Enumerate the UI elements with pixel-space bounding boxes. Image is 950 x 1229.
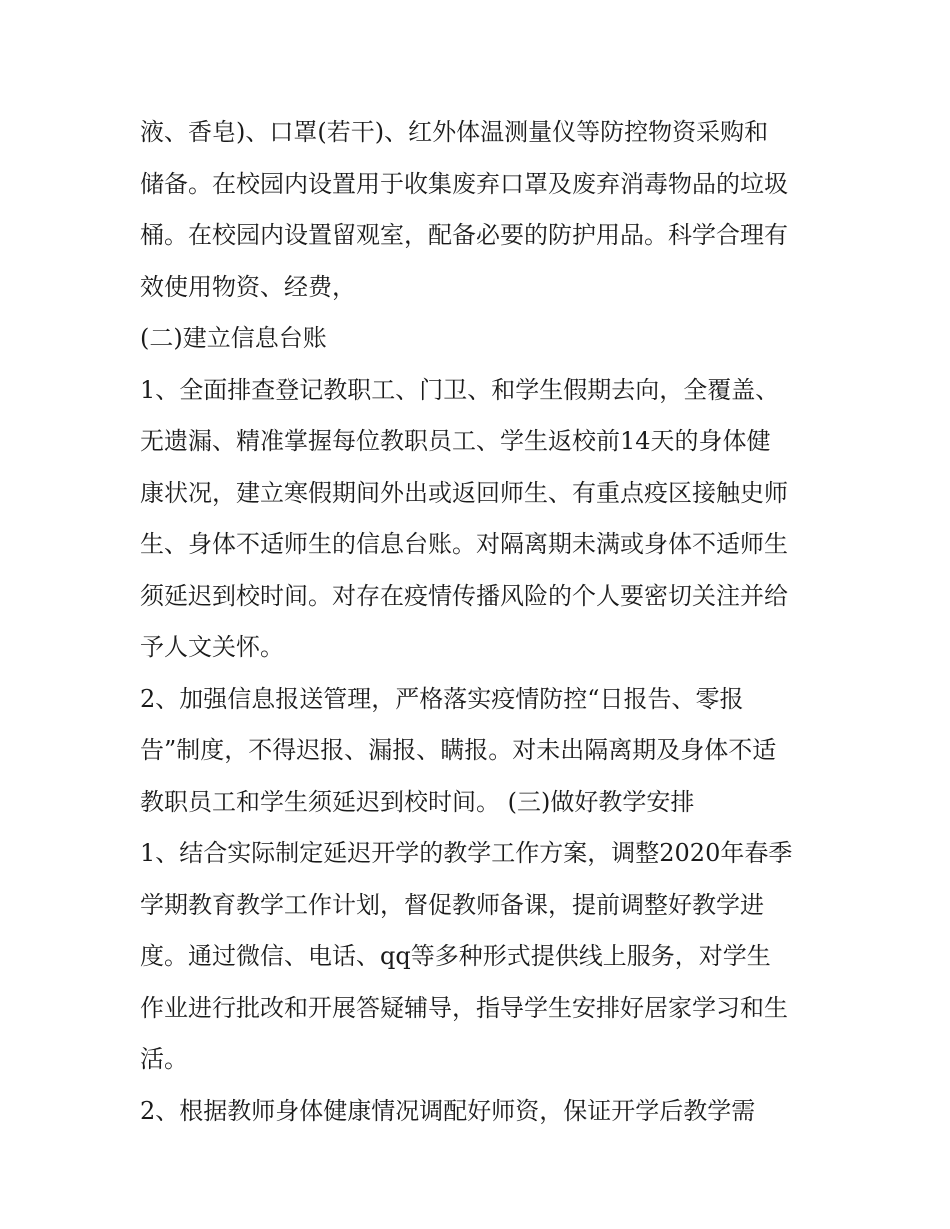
text-line: 效使用物资、经费， bbox=[140, 272, 356, 301]
text-line: 学期教育教学工作计划，督促教师备课，提前调整好教学进 bbox=[140, 890, 764, 919]
document-body bbox=[140, 107, 820, 1137]
text-line: 告”制度，不得迟报、漏报、瞒报。对未出隔离期及身体不适 bbox=[140, 736, 777, 764]
text-line: 桶。在校园内设置留观室，配备必要的防护用品。科学合理有 bbox=[140, 221, 788, 249]
text-line: 液、香皂)、口罩(若干)、红外体温测量仪等防控物资采购和 bbox=[140, 118, 769, 146]
text-line: 予人文关怀。 bbox=[140, 633, 284, 661]
text-line: 作业进行批改和开展答疑辅导，指导学生安排好居家学习和生 bbox=[140, 993, 788, 1022]
text-line: 康状况，建立寒假期间外出或返回师生、有重点疫区接触史师 bbox=[140, 478, 788, 507]
text-line: 须延迟到校时间。对存在疫情传播风险的个人要密切关注并给 bbox=[140, 581, 788, 610]
text-line: 活。 bbox=[140, 1045, 188, 1073]
text-line: 2、加强信息报送管理，严格落实疫情防控“日报告、零报 bbox=[140, 684, 744, 713]
text-line: 无遗漏、精准掌握每位教职员工、学生返校前14天的身体健 bbox=[140, 427, 771, 455]
section-heading: (二)建立信息台账 bbox=[140, 324, 327, 352]
text-line: 2、根据教师身体健康情况调配好师资，保证开学后教学需 bbox=[140, 1096, 756, 1125]
text-line: 度。通过微信、电话、qq等多种形式提供线上服务，对学生 bbox=[140, 942, 771, 970]
text-line: 1、全面排查登记教职工、门卫、和学生假期去向，全覆盖、 bbox=[140, 375, 780, 404]
text-line: 生、身体不适师生的信息台账。对隔离期未满或身体不适师生 bbox=[140, 530, 788, 558]
text-line: 储备。在校园内设置用于收集废弃口罩及废弃消毒物品的垃圾 bbox=[140, 169, 788, 198]
text-line: 教职员工和学生须延迟到校时间。 (三)做好教学安排 bbox=[140, 787, 695, 816]
text-line: 1、结合实际制定延迟开学的教学工作方案，调整2020年春季 bbox=[140, 839, 793, 867]
